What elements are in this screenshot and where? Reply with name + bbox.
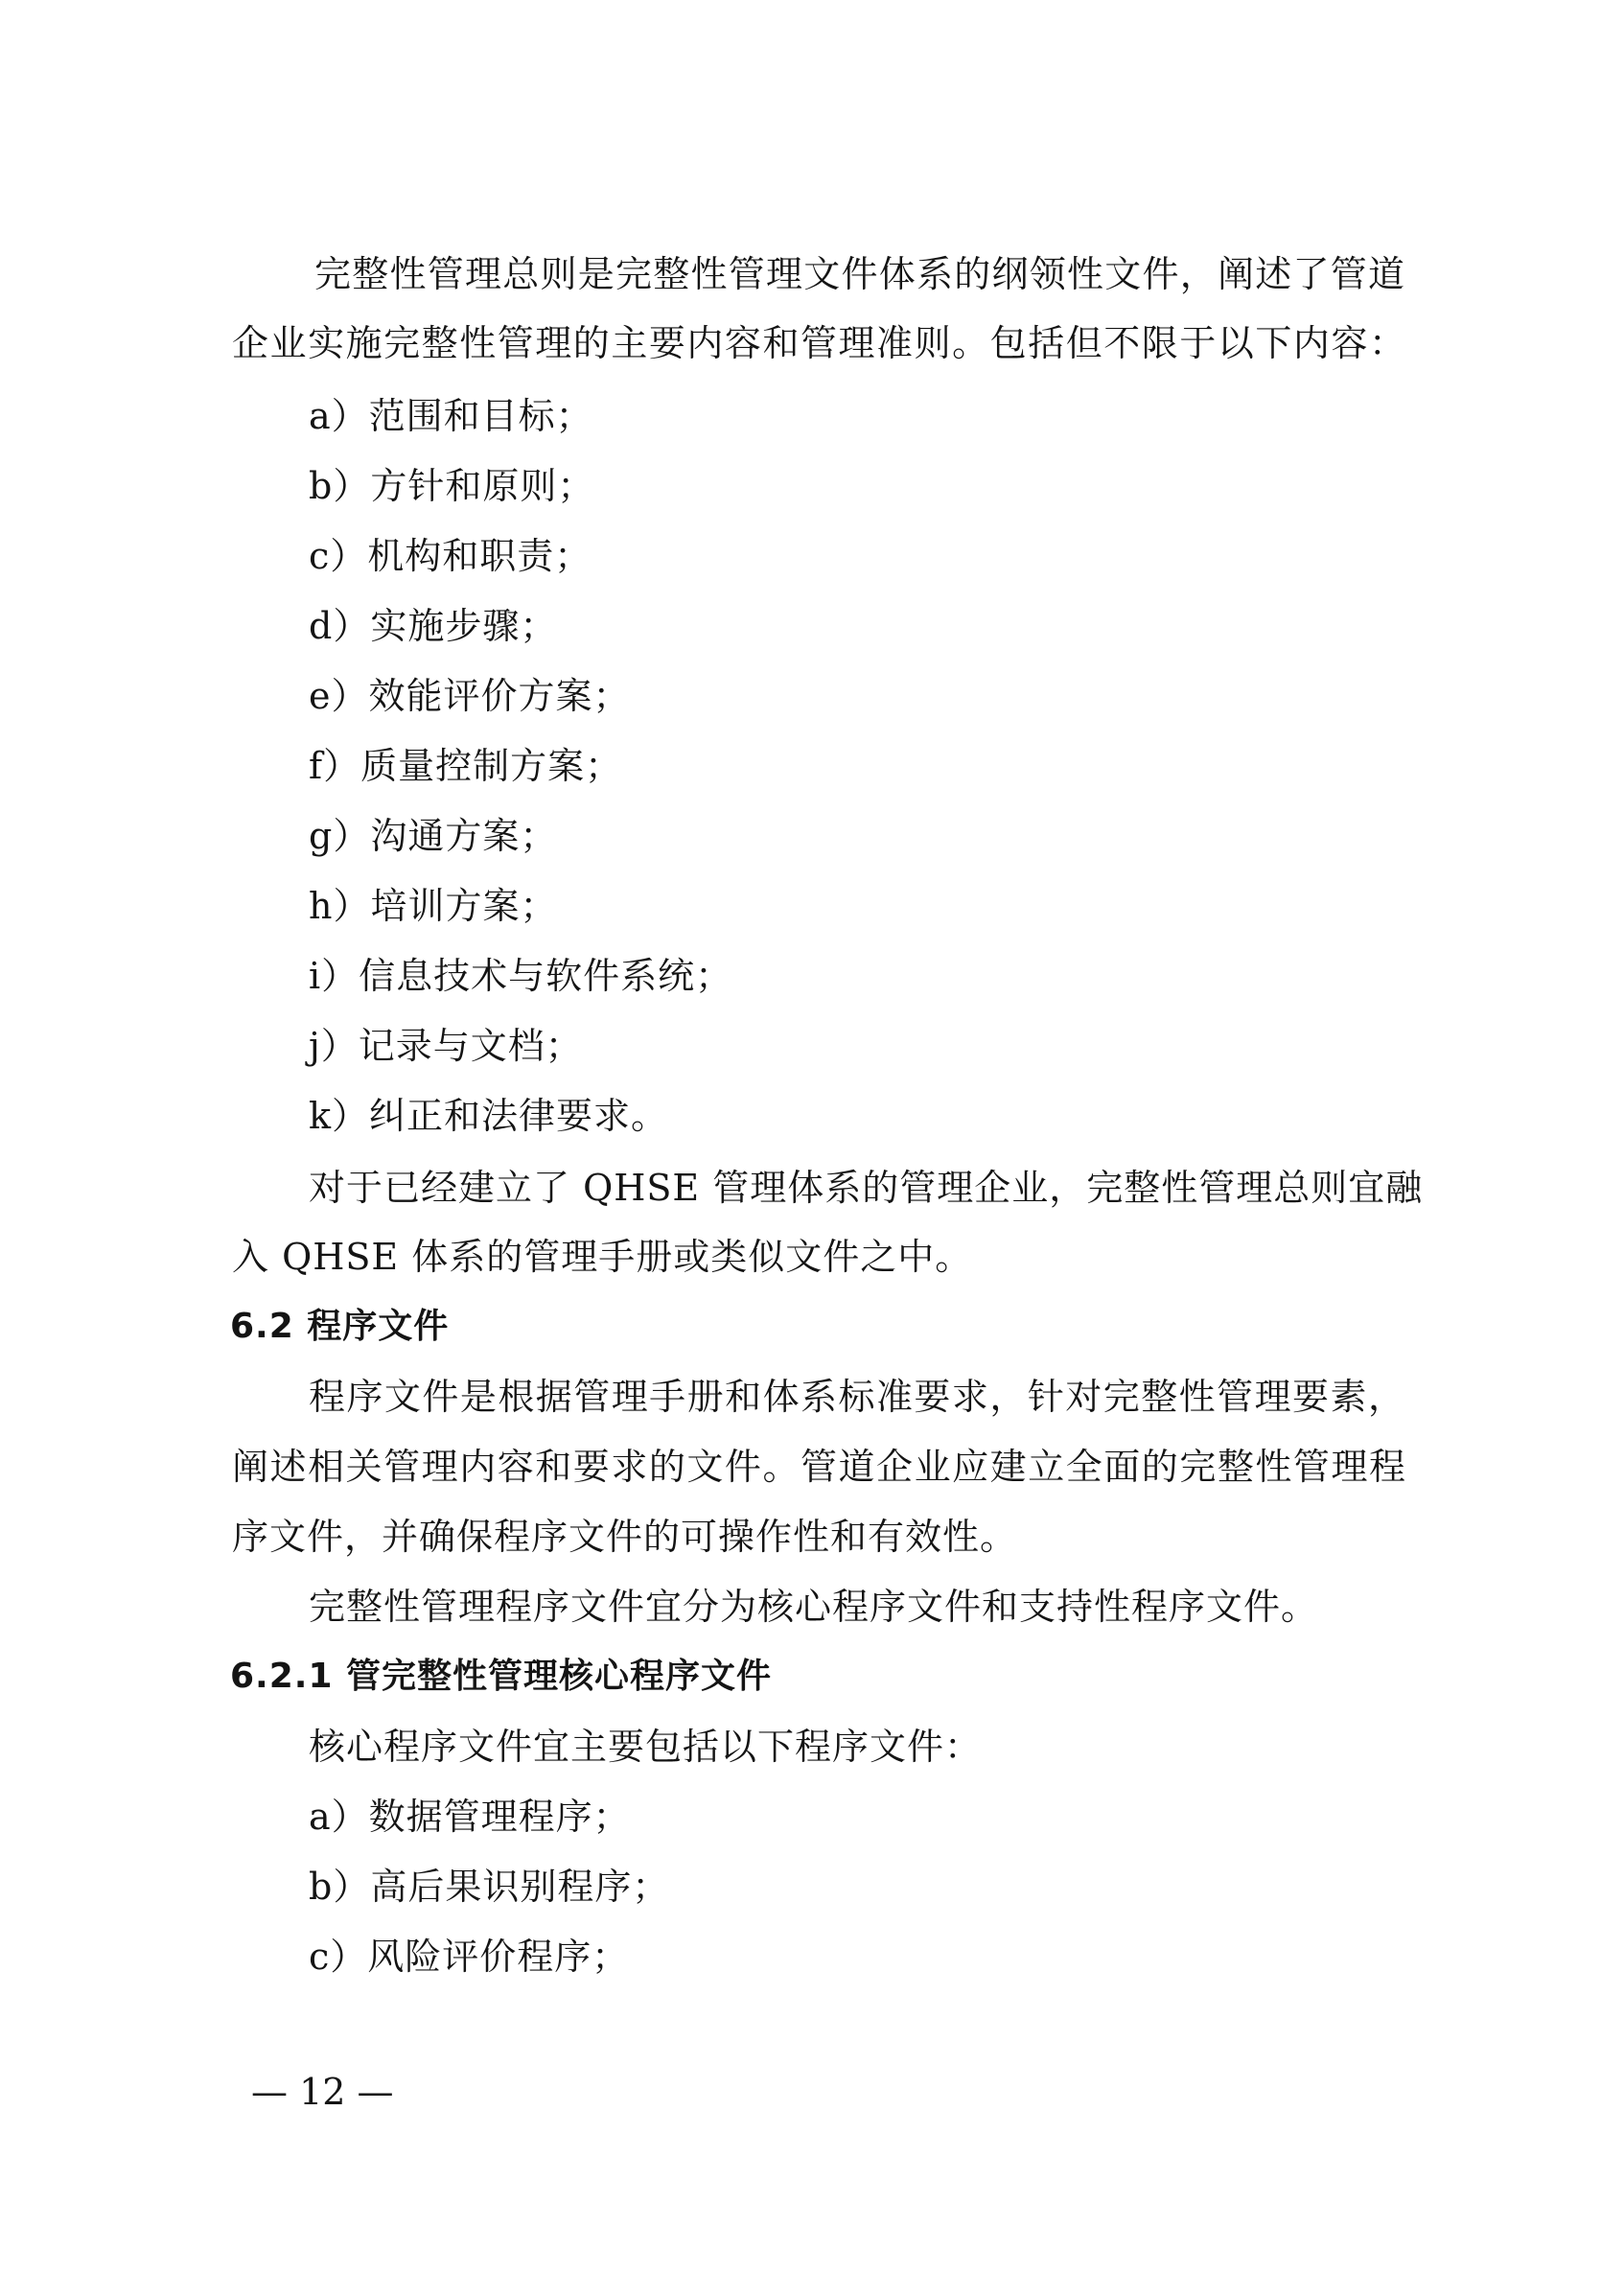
qhse-note-line-2: 入 QHSE 体系的管理手册或类似文件之中。 xyxy=(232,1236,973,1278)
section-6-2-para1-line-1: 程序文件是根据管理手册和体系标准要求，针对完整性管理要素， xyxy=(309,1376,1405,1418)
list-item: k）纠正和法律要求。 xyxy=(309,1095,669,1137)
section-6-2-para2: 完整性管理程序文件宜分为核心程序文件和支持性程序文件。 xyxy=(309,1586,1319,1628)
section-heading-6-2-1: 6.2.1 管完整性管理核心程序文件 xyxy=(230,1657,773,1696)
intro-line-2: 企业实施完整性管理的主要内容和管理准则。包括但不限于以下内容： xyxy=(232,322,1406,364)
list-item: d）实施步骤； xyxy=(309,605,558,647)
list-item: a）范围和目标； xyxy=(309,395,593,437)
list-item: h）培训方案； xyxy=(309,885,558,927)
list-item: b）高后果识别程序； xyxy=(309,1866,670,1908)
section-6-2-1-intro: 核心程序文件宜主要包括以下程序文件： xyxy=(309,1726,983,1768)
list-item: c）机构和职责； xyxy=(309,535,592,577)
list-item: i）信息技术与软件系统； xyxy=(309,955,733,997)
intro-line-1: 完整性管理总则是完整性管理文件体系的纲领性文件，阐述了管道 xyxy=(314,253,1405,295)
list-item: f）质量控制方案； xyxy=(309,745,623,787)
qhse-note-line-1: 对于已经建立了 QHSE 管理体系的管理企业，完整性管理总则宜融 xyxy=(309,1167,1424,1209)
list-item: g）沟通方案； xyxy=(309,815,558,857)
list-item: b）方针和原则； xyxy=(309,465,595,507)
list-item: e）效能评价方案； xyxy=(309,675,631,717)
page-number: — 12 — xyxy=(251,2071,394,2113)
list-item: a）数据管理程序； xyxy=(309,1796,631,1838)
section-6-2-para1-line-2: 阐述相关管理内容和要求的文件。管道企业应建立全面的完整性管理程 xyxy=(232,1446,1406,1488)
list-item: c）风险评价程序； xyxy=(309,1936,630,1978)
section-6-2-para1-line-3: 序文件，并确保程序文件的可操作性和有效性。 xyxy=(232,1516,1018,1558)
section-heading-6-2: 6.2 程序文件 xyxy=(230,1307,450,1346)
list-item: j）记录与文档； xyxy=(309,1025,583,1067)
